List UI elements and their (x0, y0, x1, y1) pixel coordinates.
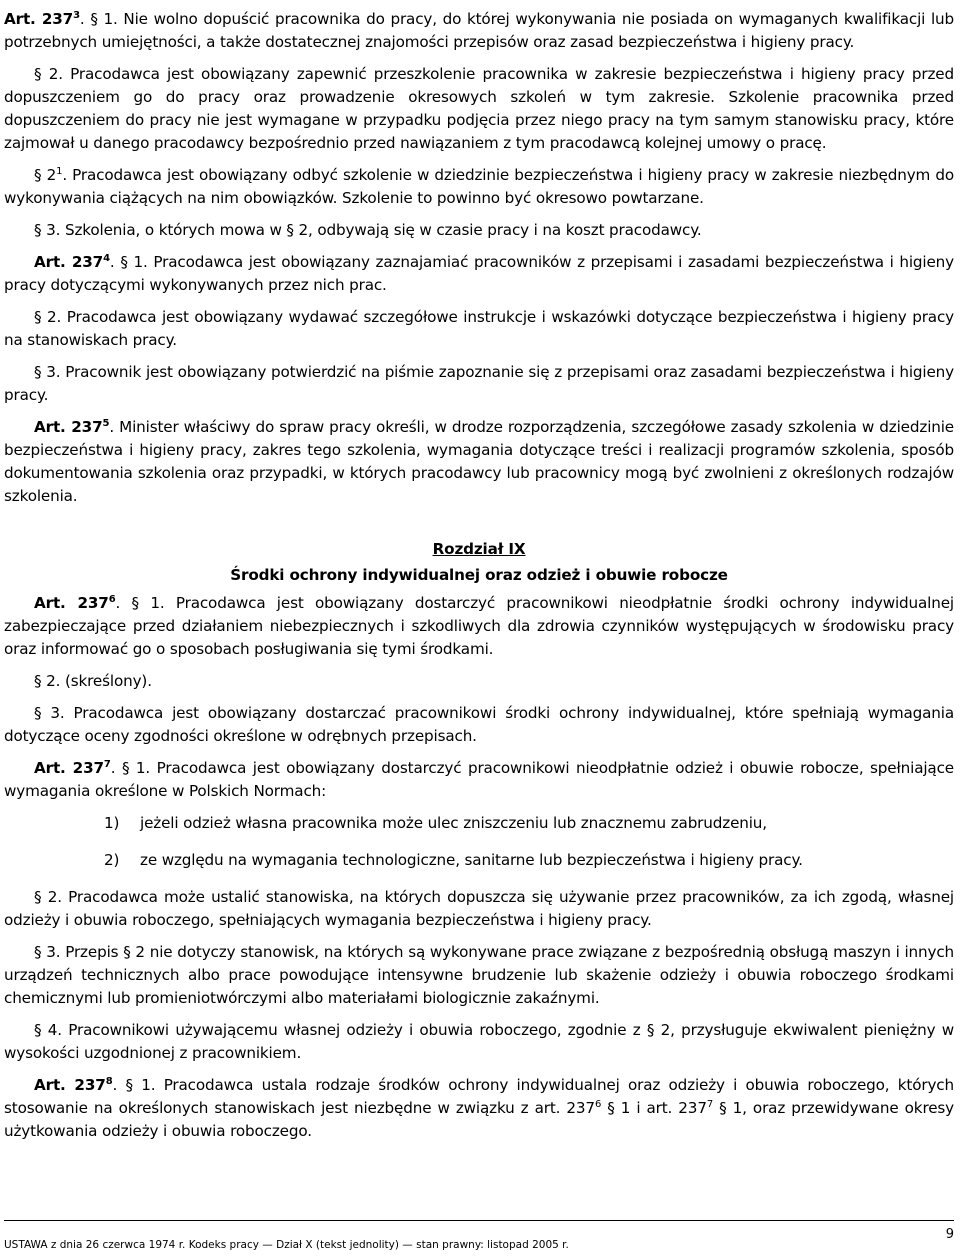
text-run: § 2. Pracodawca może ustalić stanowiska, na których dopuszcza się używanie przez pracowników, za ich zgodą, własnej odzieży i obuwia roboczego, spełniających wymagania bezpieczeństwa i higieny pracy. (4, 888, 954, 929)
text-run: § 1 i art. 237 (601, 1099, 707, 1117)
list-item-number: 2) (104, 851, 120, 869)
paragraph (4, 251, 954, 297)
paragraph (4, 702, 954, 748)
text-run: . § 1. Nie wolno dopuścić pracownika do pracy, do której wykonywania nie posiada on wymaganych kwalifikacji lub potrzebnych umiejętności, a także dostatecznej znajomości przepisów oraz zasad bezpieczeństwa i higieny pracy. (4, 10, 954, 51)
list-item-text (140, 812, 954, 835)
text-run: Art. 237 (34, 759, 104, 777)
paragraph (4, 1019, 954, 1065)
text-run: Art. 237 (4, 10, 74, 28)
superscript: 4 (103, 253, 110, 264)
text-run: . Minister właściwy do spraw pracy określi, w drodze rozporządzenia, szczegółowe zasady szkolenia w dziedzinie bezpieczeństwa i higieny pracy, zakres tego szkolenia, wymagania dotyczące treści i realizacji programów szkolenia, sposób dokumentowania szkolenia oraz przypadki, w których pracodawcy lub pracownicy mogą być zwolnieni z określonych rodzajów szkolenia. (4, 418, 954, 505)
superscript: 7 (103, 759, 111, 770)
superscript: 5 (102, 418, 110, 429)
footer-citation: USTAWA z dnia 26 czerwca 1974 r. Kodeks pracy — Dział X (tekst jednolity) — stan prawny: listopad 2005 r. (4, 1239, 569, 1251)
superscript: 8 (105, 1076, 113, 1087)
paragraph (4, 361, 954, 407)
text-run: § 3. Pracownik jest obowiązany potwierdzić na piśmie zapoznanie się z przepisami oraz zasadami bezpieczeństwa i higieny pracy. (4, 363, 954, 404)
superscript: 7 (706, 1099, 714, 1110)
text-run: § 2 (34, 166, 57, 184)
text-run: § 2. (skreślony). (34, 672, 152, 690)
text-run: . § 1. Pracodawca jest obowiązany dostarczyć pracownikowi nieodpłatnie środki ochrony indywidualnej zabezpieczające przed działaniem niebezpiecznych i szkodliwych dla zdrowia czynników występujących w środowisku pracy oraz informować go o sposobach posługiwania się tymi środkami. (4, 594, 954, 658)
text-run: Art. 237 (34, 418, 103, 436)
paragraph (4, 416, 954, 508)
superscript: 3 (73, 10, 80, 21)
paragraph (4, 757, 954, 803)
text-run: Środki ochrony indywidualnej oraz odzież i obuwie robocze (230, 566, 728, 584)
text-run: . § 1. Pracodawca jest obowiązany dostarczyć pracownikowi nieodpłatnie odzież i obuwie robocze, spełniające wymagania określone w Polskich Normach: (4, 759, 954, 800)
text-run: . § 1. Pracodawca ustala rodzaje środków ochrony indywidualnej oraz odzieży i obuwia roboczego, których stosowanie na określonych stanowiskach jest niezbędne w związku z art. 237 (4, 1076, 954, 1117)
superscript: 6 (594, 1099, 602, 1110)
text-run: Rozdział IX (432, 540, 526, 558)
paragraph (4, 63, 954, 155)
paragraph (4, 8, 954, 54)
paragraph (4, 1074, 954, 1143)
page-number: 9 (945, 1227, 954, 1242)
list-item (104, 849, 954, 872)
text-run: ze względu na wymagania technologiczne, sanitarne lub bezpieczeństwa i higieny pracy. (140, 851, 803, 869)
paragraph (4, 219, 954, 242)
list-item (104, 812, 954, 835)
paragraph (4, 941, 954, 1010)
page-footer (4, 1220, 954, 1257)
chapter-title (4, 538, 954, 561)
paragraph (4, 592, 954, 661)
text-run: Art. 237 (34, 594, 109, 612)
text-run: Art. 237 (34, 1076, 106, 1094)
text-run: Art. 237 (34, 253, 104, 271)
paragraph (4, 670, 954, 693)
text-run: § 3. Pracodawca jest obowiązany dostarczać pracownikowi środki ochrony indywidualnej, które spełniają wymagania dotyczące oceny zgodności określone w odrębnych przepisach. (4, 704, 954, 745)
text-run: . Pracodawca jest obowiązany odbyć szkolenie w dziedzinie bezpieczeństwa i higieny pracy w zakresie niezbędnym do wykonywania ciążących na nim obowiązków. Szkolenie to powinno być okresowo powtarzane. (4, 166, 954, 207)
document-body (4, 8, 954, 1152)
text-run: § 1, oraz przewidywane okresy użytkowania odzieży i obuwia roboczego. (4, 1099, 955, 1140)
list-item-text (140, 849, 954, 872)
paragraph (4, 306, 954, 352)
paragraph (4, 164, 954, 210)
text-run: . § 1. Pracodawca jest obowiązany zaznajamiać pracowników z przepisami i zasadami bezpieczeństwa i higieny pracy dotyczącymi wykonywanych przez nich prac. (4, 253, 954, 294)
text-run: § 2. Pracodawca jest obowiązany wydawać szczegółowe instrukcje i wskazówki dotyczące bezpieczeństwa i higieny pracy na stanowiskach pracy. (4, 308, 954, 349)
superscript: 1 (56, 166, 63, 177)
text-run: § 2. Pracodawca jest obowiązany zapewnić przeszkolenie pracownika w zakresie bezpieczeństwa i higieny pracy przed dopuszczeniem go do pracy oraz prowadzenie okresowych szkoleń w tym zakresie. Szkolenie pracownika przed dopuszczeniem do pracy nie jest wymagane w przypadku podjęcia przez niego pracy na tym samym stanowisku pracy, które zajmował u danego pracodawcy bezpośrednio przed nawiązaniem z tym pracodawcą kolejnej umowy o pracę. (4, 65, 954, 152)
list-item-number: 1) (104, 814, 120, 832)
text-run: § 4. Pracownikowi używającemu własnej odzieży i obuwia roboczego, zgodnie z § 2, przysługuje ekwiwalent pieniężny w wysokości uzgodnionej z pracownikiem. (4, 1021, 954, 1062)
paragraph (4, 886, 954, 932)
superscript: 6 (108, 594, 116, 605)
text-run: § 3. Przepis § 2 nie dotyczy stanowisk, na których są wykonywane prace związane z bezpośrednią obsługą maszyn i innych urządzeń technicznych albo prace powodujące intensywne brudzenie lub skażenie odzieży i obuwia roboczego środkami chemicznymi lub promieniotwórczymi albo materiałami biologicznie zakaźnymi. (4, 943, 954, 1007)
chapter-subtitle (4, 564, 954, 587)
text-run: jeżeli odzież własna pracownika może ulec zniszczeniu lub znacznemu zabrudzeniu, (140, 814, 767, 832)
text-run: § 3. Szkolenia, o których mowa w § 2, odbywają się w czasie pracy i na koszt pracodawcy. (34, 221, 702, 239)
